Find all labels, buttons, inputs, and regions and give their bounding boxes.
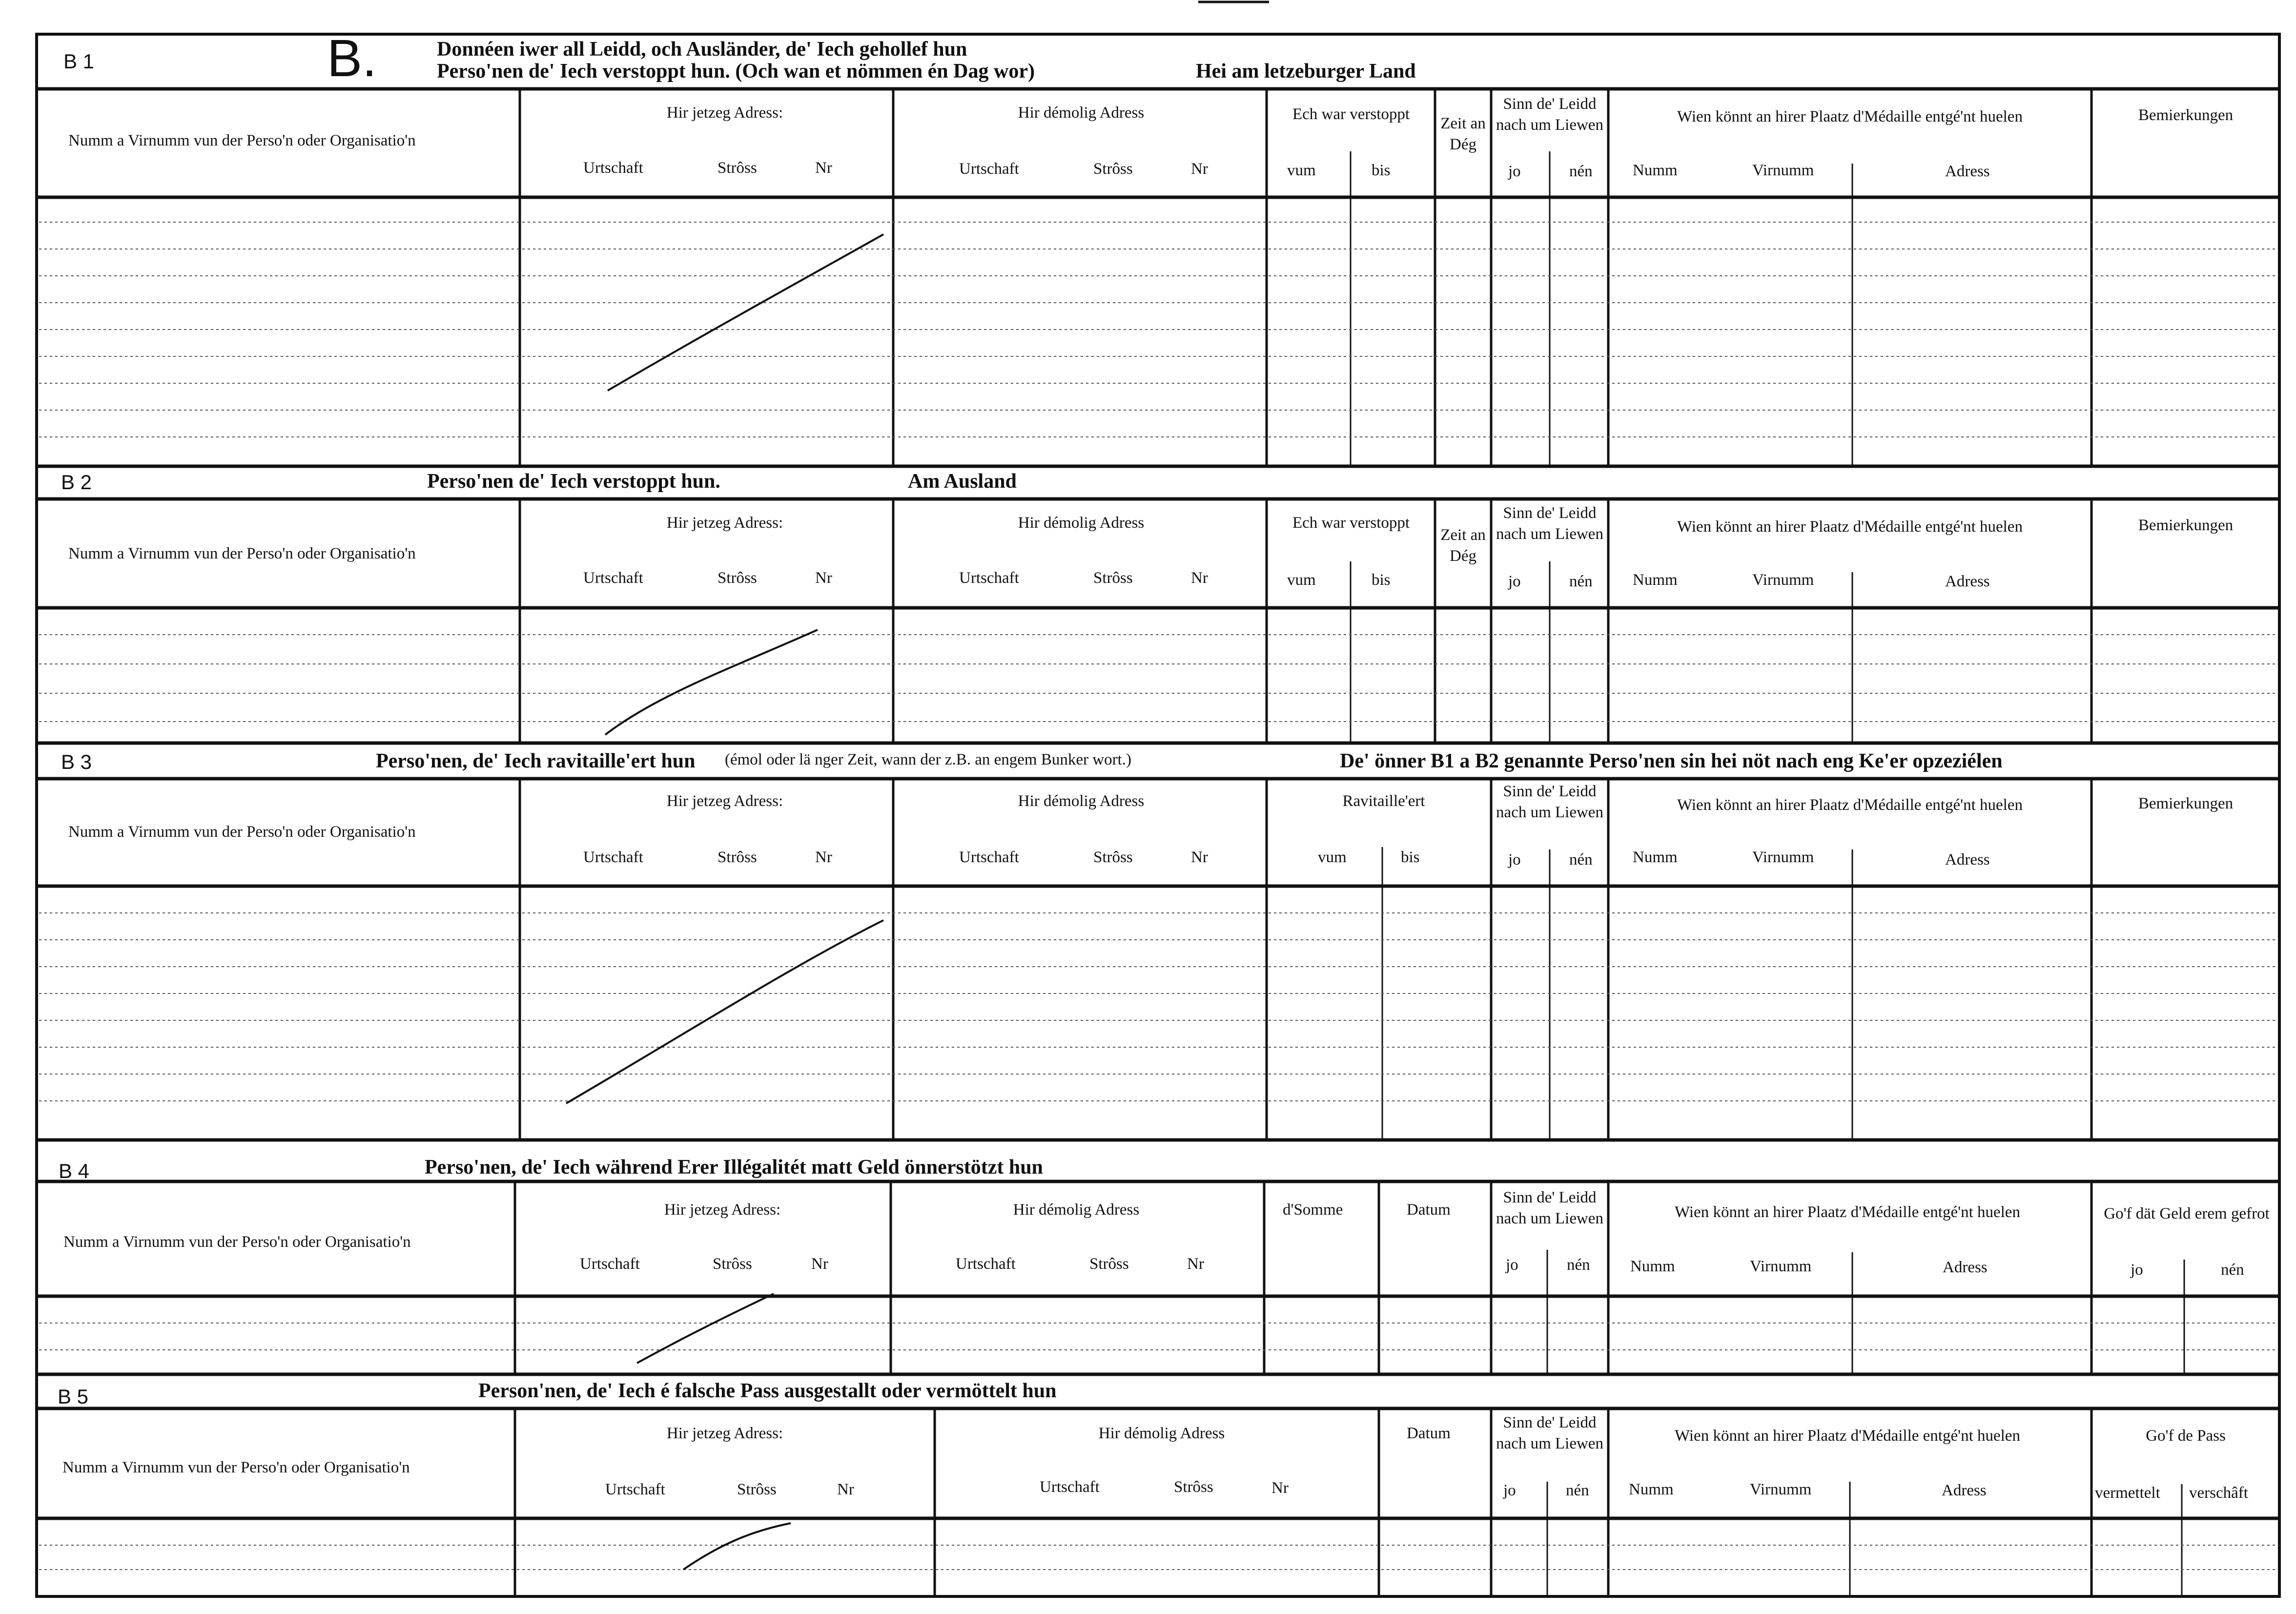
b4-alive-header: Sinn de' Leidd nach um Liewen	[1496, 1189, 1603, 1227]
b4-former-nr: Nr	[1187, 1255, 1204, 1273]
b4-former-urtschaft: Urtschaft	[956, 1255, 1016, 1273]
b5-nr: Nr	[837, 1481, 854, 1498]
b5-former-address-header: Hir démolig Adress	[1098, 1425, 1225, 1442]
b5-virnumm: Virnumm	[1750, 1481, 1812, 1498]
b1-alive-header: Sinn de' Leidd nach um Liewen	[1496, 95, 1603, 134]
b2-virnumm: Virnumm	[1752, 571, 1814, 589]
b4-virnumm: Virnumm	[1750, 1258, 1812, 1275]
form-letter: B.	[327, 28, 377, 87]
b3-supplied-header: Ravitaille'ert	[1342, 792, 1425, 810]
b4-returned-nen: nén	[2221, 1261, 2244, 1279]
b2-urtschaft: Urtschaft	[583, 569, 643, 587]
b1-urtschaft: Urtschaft	[583, 159, 643, 177]
b3-virnumm: Virnumm	[1752, 848, 1814, 866]
b5-date-header: Datum	[1407, 1425, 1451, 1442]
b1-nen: nén	[1569, 163, 1593, 180]
b2-numm: Numm	[1633, 571, 1678, 589]
b3-name-header: Numm a Virnumm vun der Perso'n oder Organisatio'n	[68, 823, 416, 841]
b2-former-nr: Nr	[1191, 569, 1208, 587]
b1-former-nr: Nr	[1191, 160, 1208, 178]
b1-current-address-header: Hir jetzeg Adress:	[666, 104, 783, 122]
b2-nen: nén	[1569, 573, 1593, 590]
b2-jo: jo	[1508, 573, 1521, 590]
b4-urtschaft: Urtschaft	[580, 1255, 640, 1273]
b1-name-header: Numm a Virnumm vun der Perso'n oder Organisatio'n	[68, 132, 416, 149]
b5-medal-header: Wien könnt an hirer Plaatz d'Médaille entgé'nt huelen	[1675, 1427, 2020, 1445]
b5-vermettelt: vermettelt	[2095, 1484, 2160, 1502]
section-id-b5: B 5	[58, 1385, 89, 1408]
b3-jo: jo	[1508, 851, 1521, 869]
b2-vum: vum	[1287, 571, 1316, 589]
b4-numm: Numm	[1630, 1258, 1675, 1275]
b3-current-address-header: Hir jetzeg Adress:	[666, 792, 783, 810]
b2-days-header: Zeit an Dég	[1440, 526, 1486, 565]
b5-current-address-header: Hir jetzeg Adress:	[666, 1425, 783, 1442]
section-title-b3-paren: (émol oder lä nger Zeit, wann der z.B. an engem Bunker wort.)	[725, 751, 1131, 768]
b5-adress: Adress	[1942, 1482, 1987, 1499]
b4-current-address-header: Hir jetzeg Adress:	[664, 1201, 781, 1219]
b2-alive-header: Sinn de' Leidd nach um Liewen	[1496, 504, 1603, 543]
section-title-b2-extra: Am Ausland	[908, 470, 1017, 493]
b5-nen: nén	[1566, 1482, 1589, 1499]
b3-nr: Nr	[815, 848, 832, 866]
b3-former-urtschaft: Urtschaft	[959, 848, 1019, 866]
b1-bis: bis	[1372, 162, 1391, 179]
b4-sum-header: d'Somme	[1283, 1201, 1343, 1219]
b3-numm: Numm	[1633, 848, 1678, 866]
b2-medal-header: Wien könnt an hirer Plaatz d'Médaille entgé'nt huelen	[1677, 518, 2023, 536]
section-id-b1: B 1	[63, 50, 95, 73]
b4-money-returned-header: Go'f dät Geld erem gefrot	[2104, 1205, 2270, 1222]
b2-former-stross: Strôss	[1093, 569, 1133, 587]
b2-current-address-header: Hir jetzeg Adress:	[666, 514, 783, 532]
section-title-b4: Perso'nen, de' Iech während Erer Illégalitét matt Geld önnerstötzt hun	[425, 1156, 1043, 1179]
section-title-b3-extra: De' önner B1 a B2 genannte Perso'nen sin hei nöt nach eng Ke'er opzeziélen	[1340, 750, 2003, 772]
b1-nr: Nr	[815, 159, 832, 177]
b4-former-address-header: Hir démolig Adress	[1013, 1201, 1140, 1219]
b4-medal-header: Wien könnt an hirer Plaatz d'Médaille entgé'nt huelen	[1675, 1203, 2020, 1221]
b3-alive-header: Sinn de' Leidd nach um Liewen	[1496, 783, 1603, 821]
b3-former-stross: Strôss	[1093, 848, 1133, 866]
b4-returned-jo: jo	[2131, 1261, 2143, 1279]
section-title-b1-extra: Hei am letzeburger Land	[1196, 60, 1416, 83]
b2-former-address-header: Hir démolig Adress	[1018, 514, 1145, 532]
b5-former-nr: Nr	[1271, 1479, 1289, 1497]
b1-former-stross: Strôss	[1093, 160, 1133, 178]
b3-stross: Strôss	[718, 848, 757, 866]
b5-jo: jo	[1503, 1482, 1516, 1499]
b1-days-header: Zeit an Dég	[1440, 115, 1486, 153]
b2-adress: Adress	[1945, 573, 1990, 590]
b5-former-stross: Strôss	[1174, 1478, 1213, 1496]
b5-verschaft: verschâft	[2189, 1484, 2248, 1502]
b3-remarks-header: Bemierkungen	[2138, 795, 2234, 812]
b4-nen: nén	[1567, 1256, 1590, 1274]
b4-adress: Adress	[1943, 1259, 1988, 1276]
b3-vum: vum	[1318, 848, 1347, 866]
b1-virnumm: Virnumm	[1752, 162, 1814, 179]
b5-stross: Strôss	[737, 1481, 777, 1498]
b2-hidden-header: Ech war verstoppt	[1292, 514, 1410, 532]
b2-remarks-header: Bemierkungen	[2138, 517, 2234, 534]
b5-urtschaft: Urtschaft	[605, 1481, 665, 1498]
b2-former-urtschaft: Urtschaft	[959, 569, 1019, 587]
b5-former-urtschaft: Urtschaft	[1040, 1478, 1100, 1496]
b1-former-urtschaft: Urtschaft	[959, 160, 1019, 178]
b5-passport-header: Go'f de Pass	[2146, 1427, 2226, 1445]
section-id-b3: B 3	[61, 750, 92, 773]
b3-medal-header: Wien könnt an hirer Plaatz d'Médaille entgé'nt huelen	[1677, 796, 2023, 814]
b3-urtschaft: Urtschaft	[583, 848, 643, 866]
section-id-b2: B 2	[61, 471, 92, 494]
b4-nr: Nr	[811, 1255, 828, 1273]
b3-nen: nén	[1569, 851, 1593, 869]
b4-former-stross: Strôss	[1089, 1255, 1129, 1273]
b3-former-address-header: Hir démolig Adress	[1018, 792, 1145, 810]
b2-bis: bis	[1372, 571, 1391, 589]
b2-nr: Nr	[815, 569, 832, 587]
b1-remarks-header: Bemierkungen	[2138, 106, 2234, 124]
b3-adress: Adress	[1945, 851, 1990, 869]
b4-date-header: Datum	[1407, 1201, 1451, 1219]
b5-name-header: Numm a Virnumm vun der Perso'n oder Organisatio'n	[62, 1459, 410, 1476]
b1-stross: Strôss	[718, 159, 757, 177]
b4-jo: jo	[1506, 1256, 1518, 1274]
b1-numm: Numm	[1633, 162, 1678, 179]
section-id-b4: B 4	[59, 1159, 90, 1182]
b1-hidden-header: Ech war verstoppt	[1292, 105, 1410, 123]
b1-adress: Adress	[1945, 163, 1990, 180]
section-title-b3: Perso'nen, de' Iech ravitaille'ert hun	[376, 750, 696, 772]
section-title-b1-line2: Perso'nen de' Iech verstoppt hun. (Och wan et nömmen én Dag wor)	[437, 60, 1035, 83]
b1-former-address-header: Hir démolig Adress	[1018, 104, 1145, 122]
b4-name-header: Numm a Virnumm vun der Perso'n oder Organisatio'n	[63, 1233, 411, 1251]
section-title-b1-line1: Donnéen iwer all Leidd, och Ausländer, de' Iech gehollef hun	[437, 38, 967, 61]
b5-numm: Numm	[1629, 1481, 1674, 1498]
section-title-b2: Perso'nen de' Iech verstoppt hun.	[427, 470, 720, 493]
b3-bis: bis	[1401, 848, 1420, 866]
b3-former-nr: Nr	[1191, 848, 1208, 866]
b2-stross: Strôss	[718, 569, 757, 587]
section-title-b5: Person'nen, de' Iech é falsche Pass ausgestallt oder vermöttelt hun	[478, 1380, 1057, 1402]
b4-stross: Strôss	[713, 1255, 752, 1273]
b1-medal-header: Wien könnt an hirer Plaatz d'Médaille entgé'nt huelen	[1677, 108, 2023, 125]
b2-name-header: Numm a Virnumm vun der Perso'n oder Organisatio'n	[68, 545, 416, 562]
b1-vum: vum	[1287, 162, 1316, 179]
b1-jo: jo	[1508, 163, 1521, 180]
b5-alive-header: Sinn de' Leidd nach um Liewen	[1496, 1414, 1603, 1452]
